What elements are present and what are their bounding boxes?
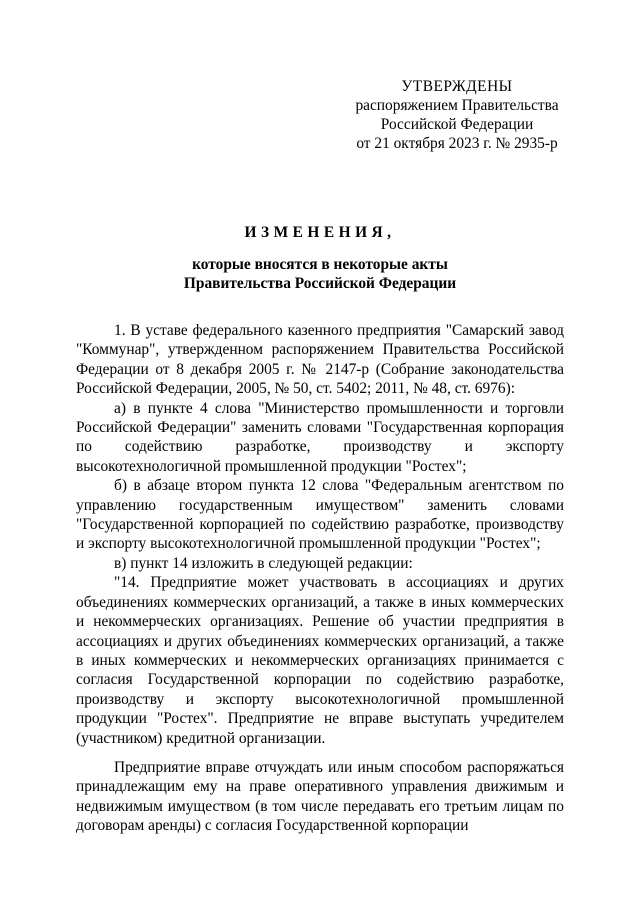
document-subtitle-2: Правительства Российской Федерации xyxy=(183,275,457,292)
paragraph-3: б) в абзаце втором пункта 12 слова "Федеральным агентством по управлению государственным имуществом" заменить словами "Государственной корпорацией по содействию разработке, производству и экспорту высокотехнологичной промышленной продукции "Ростех"; xyxy=(76,477,564,553)
paragraph-6: Предприятие вправе отчуждать или иным способом распоряжаться принадлежащим ему на праве оперативного управления движимым и недвижимым имуществом (в том числе передавать его третьим лицам по договорам аренды) с согласия Государственной корпорации xyxy=(76,758,564,835)
approval-line-3: от 21 октября 2023 г. № 2935-р xyxy=(356,135,558,152)
document-body xyxy=(76,321,564,836)
approval-line-1: распоряжением Правительства xyxy=(355,97,559,114)
paragraph-1: 1. В уставе федерального казенного предприятия "Самарский завод "Коммунар", утвержденном распоряжением Правительства Российской Федерации от 8 декабря 2005 г. № 2147-р (Собрание законодательства Российской Федерации, 2005, № 50, ст. 5402; 2011, № 48, ст. 6976): xyxy=(76,322,564,398)
paragraph-4: в) пункт 14 изложить в следующей редакции: xyxy=(114,554,413,572)
document-title: ИЗМЕНЕНИЯ, xyxy=(244,224,396,241)
paragraph-5: "14. Предприятие может участвовать в ассоциациях и других объединениях коммерческих организаций, а также в иных коммерческих и некоммерческих организациях. Решение об участии предприятия в ассоциациях и других объединениях коммерческих организаций, а также в иных коммерческих и некоммерческих организациях принимается с согласия Государственной корпорации по содействию разработке, производству и экспорту высокотехнологичной промышленной продукции "Ростех". Предприятие не вправе выступать учредителем (участником) кредитной организации. xyxy=(76,574,564,747)
approval-line-2: Российской Федерации xyxy=(380,116,534,133)
document-subtitle-1: которые вносятся в некоторые акты xyxy=(192,256,448,273)
approval-title: УТВЕРЖДЕНЫ xyxy=(401,78,513,95)
paragraph-2: а) в пункте 4 слова "Министерство промышленности и торговли Российской Федерации" заменить словами "Государственная корпорация по содействию разработке, производству и экспорту высокотехнологичной промышленной продукции "Ростех"; xyxy=(76,399,564,475)
document-heading xyxy=(60,223,580,293)
approval-stamp xyxy=(352,77,562,153)
